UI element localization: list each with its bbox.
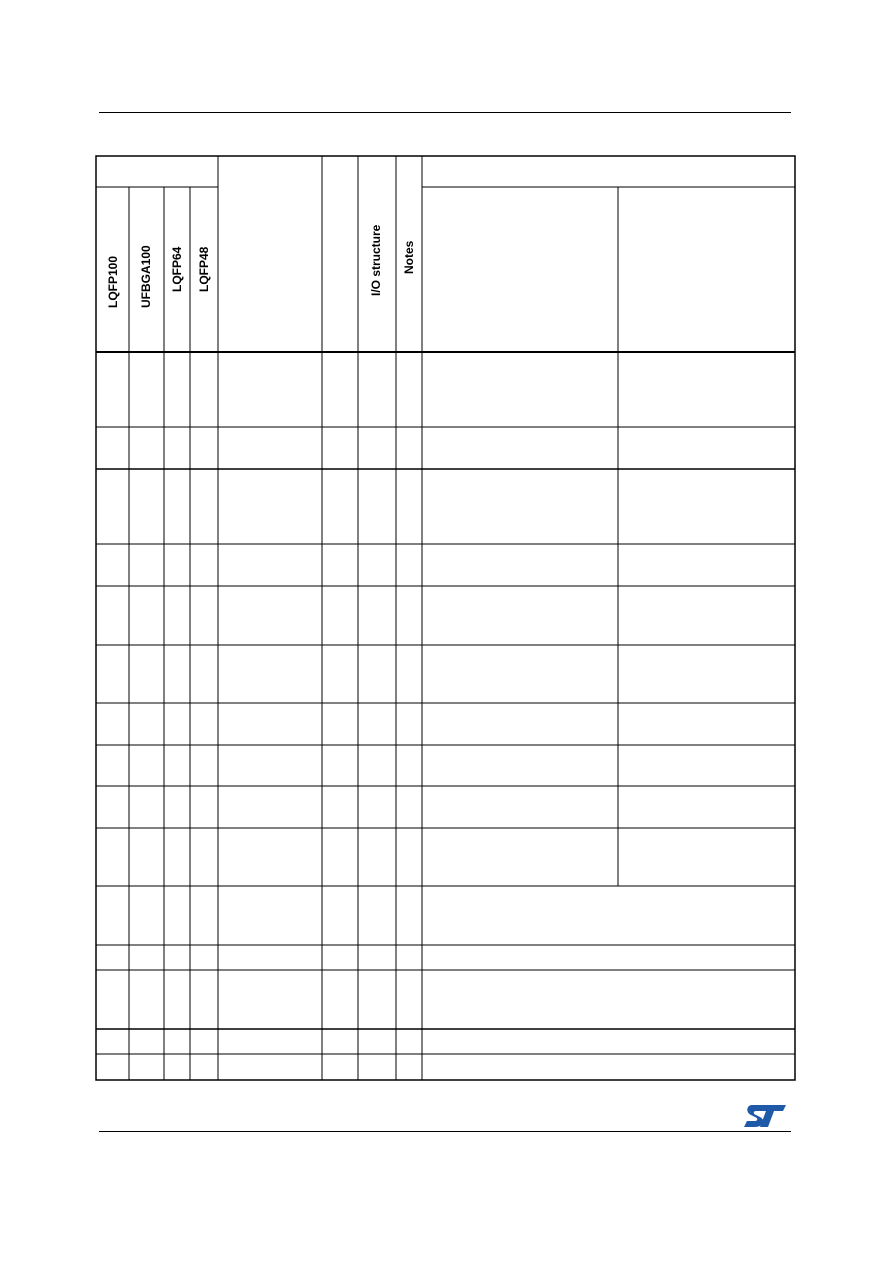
col-header-io-structure: I/O structure: [369, 224, 383, 296]
col-header-lqfp100: LQFP100: [106, 255, 120, 308]
col-header-lqfp64: LQFP64: [170, 246, 184, 292]
col-header-notes: Notes: [402, 240, 416, 274]
col-header-lqfp48: LQFP48: [197, 246, 211, 292]
col-header-ufbga100: UFBGA100: [139, 245, 153, 308]
st-logo: [742, 1103, 788, 1129]
footer-rule: [99, 1131, 791, 1132]
